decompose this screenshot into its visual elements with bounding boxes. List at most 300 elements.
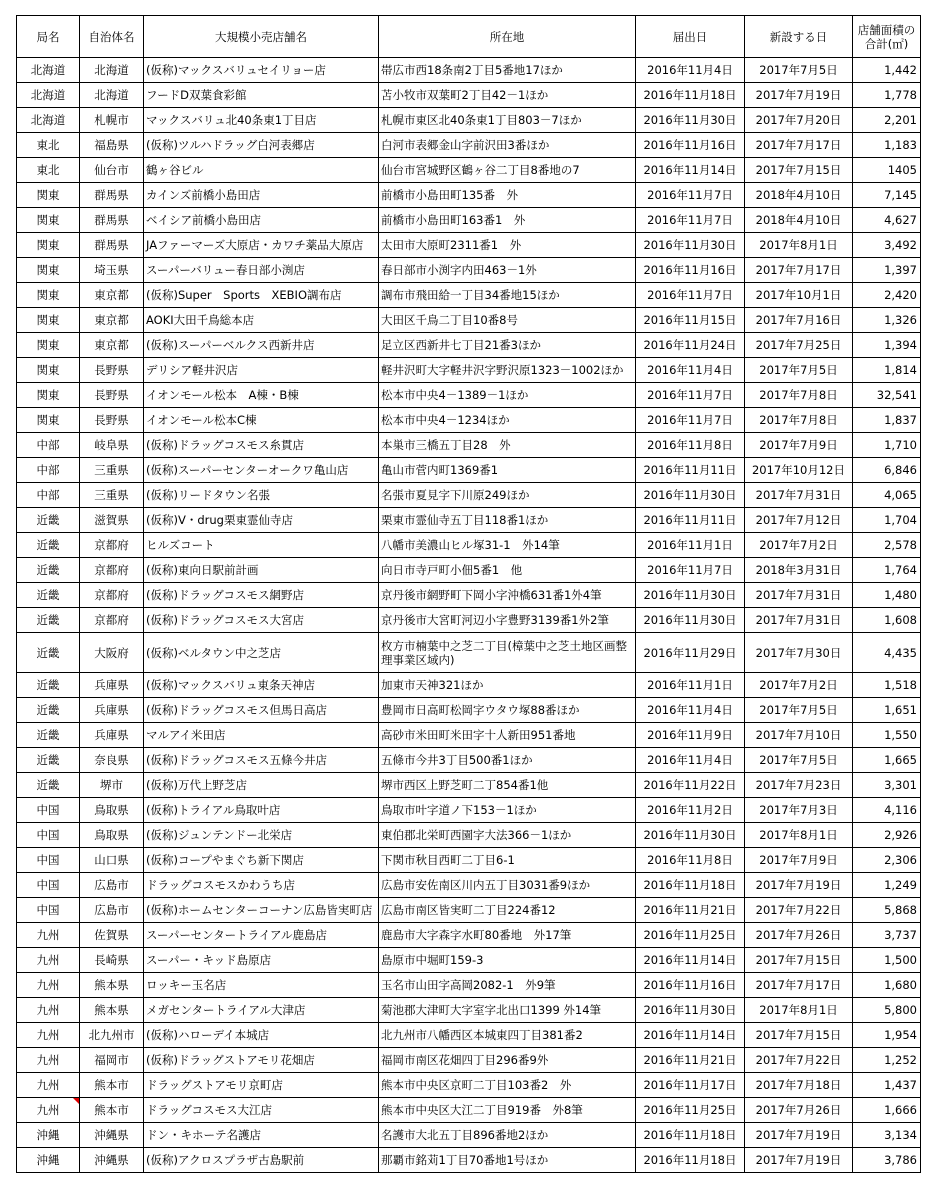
opening-date-text: 2017年7月17日 [755,138,842,152]
opening-date-cell [745,558,853,583]
bureau-cell [17,698,80,723]
municipality-text: 山口県 [94,853,129,867]
location-text: 足立区西新井七丁目21番3ほか [381,338,541,352]
opening-date-cell [745,748,853,773]
bureau-cell [17,258,80,283]
store-name-cell [144,508,379,533]
opening-date-cell [745,383,853,408]
municipality-cell [80,83,144,108]
store-name-text: マックスバリュ北40条東1丁目店 [146,113,317,127]
store-name-cell [144,948,379,973]
floor-area-text: 6,846 [884,463,917,477]
opening-date-cell [745,333,853,358]
table-row [17,748,921,773]
floor-area-text: 4,627 [884,213,917,227]
table-row [17,633,921,673]
municipality-text: 熊本県 [94,1003,129,1017]
bureau-cell [17,823,80,848]
opening-date-cell [745,973,853,998]
filing-date-cell [636,798,745,823]
floor-area-text: 2,926 [884,828,917,842]
store-name-text: (仮称)アクロスプラザ古島駅前 [146,1153,305,1167]
filing-date-cell [636,383,745,408]
floor-area-text: 1,608 [884,613,917,627]
store-name-cell [144,1073,379,1098]
location-cell [379,558,636,583]
municipality-text: 長野県 [94,388,129,402]
bureau-cell [17,673,80,698]
location-text: 白河市表郷金山字前沢田3番ほか [381,138,550,152]
table-row [17,998,921,1023]
location-text: 松本市中央4－1234ほか [381,413,510,427]
opening-date-text: 2017年7月19日 [755,878,842,892]
opening-date-cell [745,583,853,608]
store-name-cell [144,1123,379,1148]
bureau-cell [17,283,80,308]
store-name-text: (仮称)ドラッグコスモス大宮店 [146,613,305,627]
store-name-cell [144,108,379,133]
bureau-text: 関東 [36,263,60,277]
floor-area-cell [853,283,921,308]
floor-area-cell [853,1123,921,1148]
filing-date-text: 2016年11月4日 [647,753,733,767]
location-text: 本巣市三橋五丁目28 外 [381,438,511,452]
table-row [17,383,921,408]
opening-date-cell [745,1048,853,1073]
header-opening-date: 新設する日 [745,16,853,58]
opening-date-text: 2017年7月19日 [755,1153,842,1167]
bureau-cell [17,798,80,823]
filing-date-text: 2016年11月14日 [643,953,737,967]
opening-date-cell [745,698,853,723]
bureau-text: 中国 [36,853,60,867]
filing-date-text: 2016年11月7日 [647,288,733,302]
table-row [17,158,921,183]
store-name-cell [144,58,379,83]
location-cell [379,923,636,948]
store-name-cell [144,1048,379,1073]
municipality-text: 埼玉県 [94,263,129,277]
filing-date-text: 2016年11月21日 [643,903,737,917]
location-text: 豊岡市日高町松岡字ウタウ塚88番ほか [381,703,580,717]
table-row [17,848,921,873]
opening-date-text: 2017年7月30日 [755,645,842,660]
floor-area-text: 1405 [887,163,917,177]
location-text: 堺市西区上野芝町二丁854番1他 [381,778,549,792]
header-floor-area: 店舗面積の合計(㎡) [853,16,921,58]
filing-date-text: 2016年11月14日 [643,1028,737,1042]
location-cell [379,333,636,358]
location-cell [379,358,636,383]
store-name-cell [144,748,379,773]
location-cell [379,898,636,923]
municipality-cell [80,108,144,133]
municipality-cell [80,258,144,283]
location-cell [379,383,636,408]
floor-area-text: 1,252 [884,1053,917,1067]
bureau-cell [17,358,80,383]
bureau-text: 近畿 [36,703,60,717]
table-row [17,183,921,208]
municipality-cell [80,1048,144,1073]
store-name-cell [144,898,379,923]
location-text: 福岡市南区花畑四丁目296番9外 [381,1053,549,1067]
filing-date-cell [636,1023,745,1048]
opening-date-cell [745,358,853,383]
location-text: 下関市秋目西町二丁目6-1 [381,853,515,867]
municipality-cell [80,208,144,233]
store-name-text: ヒルズコート [146,538,215,552]
table-row [17,723,921,748]
bureau-text: 九州 [36,928,60,942]
bureau-text: 近畿 [36,538,60,552]
table-row [17,508,921,533]
floor-area-cell [853,873,921,898]
municipality-text: 堺市 [100,778,123,792]
store-name-text: JAファーマーズ大原店・カワチ薬品大原店 [146,238,364,252]
bureau-cell [17,773,80,798]
filing-date-cell [636,283,745,308]
store-name-text: (仮称)トライアル鳥取叶店 [146,803,281,817]
location-text: 向日市寺戸町小佃5番1 他 [381,563,523,577]
floor-area-text: 2,420 [884,288,917,302]
bureau-cell [17,1073,80,1098]
opening-date-cell [745,898,853,923]
filing-date-cell [636,1073,745,1098]
location-cell [379,158,636,183]
bureau-text: 九州 [36,1003,60,1017]
floor-area-text: 1,480 [884,588,917,602]
store-name-text: スーパー・キッド島原店 [146,953,272,967]
opening-date-text: 2017年7月9日 [759,438,838,452]
filing-date-text: 2016年11月30日 [643,828,737,842]
floor-area-cell [853,433,921,458]
store-name-text: ドラッグコスモス大江店 [146,1103,273,1117]
floor-area-cell [853,358,921,383]
location-cell [379,1073,636,1098]
municipality-cell [80,333,144,358]
location-text: 名張市夏見字下川原249ほか [381,488,530,502]
bureau-text: 関東 [36,238,60,252]
location-cell [379,823,636,848]
municipality-text: 北海道 [94,88,129,102]
comment-indicator-icon[interactable] [73,1098,79,1104]
table-row [17,583,921,608]
store-name-cell [144,183,379,208]
municipality-cell [80,998,144,1023]
floor-area-text: 1,394 [884,338,917,352]
table-row [17,558,921,583]
filing-date-text: 2016年11月25日 [643,928,737,942]
store-name-text: スーパーセンタートライアル鹿島店 [146,928,328,942]
bureau-text: 東北 [36,163,60,177]
filing-date-cell [636,358,745,383]
filing-date-text: 2016年11月30日 [643,113,737,127]
floor-area-text: 1,651 [884,703,917,717]
bureau-cell [17,1048,80,1073]
location-cell [379,583,636,608]
bureau-cell [17,58,80,83]
bureau-text: 関東 [36,288,60,302]
store-name-cell [144,1148,379,1173]
table-row [17,233,921,258]
filing-date-cell [636,308,745,333]
opening-date-cell [745,158,853,183]
bureau-cell [17,1123,80,1148]
table-row [17,408,921,433]
municipality-cell [80,133,144,158]
store-name-cell [144,583,379,608]
municipality-cell [80,898,144,923]
filing-date-text: 2016年11月18日 [643,1153,737,1167]
opening-date-text: 2017年7月5日 [759,363,838,377]
filing-date-cell [636,848,745,873]
location-cell [379,483,636,508]
floor-area-cell [853,948,921,973]
bureau-text: 近畿 [36,753,60,767]
table-row [17,308,921,333]
location-cell [379,183,636,208]
municipality-text: 沖縄県 [94,1128,129,1142]
bureau-text: 九州 [36,953,60,967]
filing-date-text: 2016年11月7日 [647,413,733,427]
location-text: 五條市今井3丁目500番1ほか [381,753,533,767]
floor-area-text: 3,786 [884,1153,917,1167]
filing-date-cell [636,998,745,1023]
municipality-cell [80,308,144,333]
store-name-cell [144,158,379,183]
floor-area-text: 1,778 [884,88,917,102]
floor-area-text: 1,500 [884,953,917,967]
bureau-text: 北海道 [30,63,66,77]
location-text: 帯広市西18条南2丁目5番地17ほか [381,63,563,77]
opening-date-text: 2017年7月12日 [755,513,842,527]
floor-area-text: 1,326 [884,313,917,327]
floor-area-text: 1,183 [884,138,917,152]
store-name-cell [144,823,379,848]
table-row [17,1023,921,1048]
floor-area-cell [853,383,921,408]
store-name-text: (仮称)ベルタウン中之芝店 [146,645,282,660]
bureau-text: 近畿 [36,645,60,660]
store-name-cell [144,558,379,583]
municipality-text: 京都府 [94,588,129,602]
store-name-text: (仮称)マックスバリュセイリョー店 [146,63,326,77]
table-row [17,333,921,358]
bureau-text: 近畿 [36,563,60,577]
store-name-cell [144,358,379,383]
table-row [17,1123,921,1148]
filing-date-text: 2016年11月30日 [643,488,737,502]
bureau-cell [17,848,80,873]
location-text: 大田区千鳥二丁目10番8号 [381,313,518,327]
location-cell [379,408,636,433]
bureau-cell [17,998,80,1023]
bureau-text: 沖縄 [36,1153,60,1167]
floor-area-cell [853,483,921,508]
opening-date-text: 2017年7月20日 [755,113,842,127]
municipality-cell [80,533,144,558]
floor-area-cell [853,558,921,583]
table-row [17,258,921,283]
filing-date-text: 2016年11月24日 [643,338,737,352]
floor-area-cell [853,848,921,873]
filing-date-text: 2016年11月18日 [643,878,737,892]
filing-date-text: 2016年11月4日 [647,363,733,377]
location-text: 仙台市宮城野区鶴ヶ谷二丁目8番地の7 [381,163,580,177]
bureau-text: 北海道 [30,88,66,102]
municipality-cell [80,233,144,258]
municipality-cell [80,158,144,183]
location-text: 島原市中堀町159-3 [381,953,484,967]
location-text: 亀山市菅内町1369番1 [381,463,499,477]
filing-date-cell [636,973,745,998]
municipality-text: 三重県 [94,488,129,502]
filing-date-cell [636,558,745,583]
opening-date-cell [745,823,853,848]
opening-date-cell [745,948,853,973]
filing-date-cell [636,1148,745,1173]
location-text: 枚方市楠葉中之芝二丁目(樟葉中之芝土地区画整理事業区域内) [381,638,627,667]
location-cell [379,633,636,673]
store-name-cell [144,848,379,873]
municipality-cell [80,358,144,383]
store-name-cell [144,458,379,483]
table-row [17,283,921,308]
location-cell [379,798,636,823]
municipality-cell [80,1098,144,1123]
floor-area-cell [853,1098,921,1123]
location-text: 京丹後市網野町下岡小字沖橋631番1外4筆 [381,588,602,602]
opening-date-text: 2017年7月16日 [755,313,842,327]
store-name-text: (仮称)リードタウン名張 [146,488,270,502]
opening-date-cell [745,723,853,748]
bureau-text: 九州 [36,1103,60,1117]
floor-area-text: 5,868 [884,903,917,917]
store-name-text: ベイシア前橋小島田店 [146,213,261,227]
floor-area-cell [853,58,921,83]
floor-area-cell [853,798,921,823]
floor-area-text: 1,764 [884,563,917,577]
municipality-cell [80,973,144,998]
table-row [17,1148,921,1173]
bureau-text: 沖縄 [36,1128,60,1142]
floor-area-text: 1,397 [884,263,917,277]
floor-area-cell [853,408,921,433]
store-name-text: ロッキー玉名店 [146,978,227,992]
store-name-cell [144,1098,379,1123]
municipality-text: 群馬県 [94,188,129,202]
location-text: 東伯郡北栄町西園字大法366－1ほか [381,828,572,842]
municipality-cell [80,283,144,308]
opening-date-cell [745,998,853,1023]
table-row [17,673,921,698]
store-name-cell [144,483,379,508]
opening-date-cell [745,508,853,533]
bureau-cell [17,308,80,333]
location-cell [379,1148,636,1173]
municipality-cell [80,383,144,408]
table-row [17,1098,921,1123]
store-name-text: (仮称)ドラッグコスモス但馬日高店 [146,703,328,717]
location-text: 那覇市銘苅1丁目70番地1号ほか [381,1153,549,1167]
opening-date-text: 2018年3月31日 [755,563,842,577]
floor-area-cell [853,583,921,608]
location-text: 札幌市東区北40条東1丁目803－7ほか [381,113,582,127]
filing-date-text: 2016年11月30日 [643,1003,737,1017]
filing-date-text: 2016年11月7日 [647,563,733,577]
filing-date-text: 2016年11月25日 [643,1103,737,1117]
store-name-cell [144,608,379,633]
opening-date-text: 2017年7月17日 [755,263,842,277]
bureau-text: 関東 [36,188,60,202]
opening-date-cell [745,183,853,208]
filing-date-cell [636,58,745,83]
municipality-cell [80,633,144,673]
bureau-text: 中国 [36,803,60,817]
bureau-text: 九州 [36,1028,60,1042]
opening-date-cell [745,608,853,633]
floor-area-cell [853,108,921,133]
table-row [17,873,921,898]
floor-area-text: 1,442 [884,63,917,77]
store-name-cell [144,408,379,433]
opening-date-text: 2017年8月1日 [759,1003,838,1017]
floor-area-text: 4,065 [884,488,917,502]
location-cell [379,873,636,898]
location-cell [379,308,636,333]
municipality-text: 東京都 [94,288,129,302]
opening-date-text: 2017年7月22日 [755,903,842,917]
municipality-text: 鳥取県 [94,803,129,817]
opening-date-text: 2017年7月15日 [755,163,842,177]
municipality-text: 仙台市 [94,163,129,177]
location-text: 前橋市小島田町163番1 外 [381,213,526,227]
store-name-cell [144,773,379,798]
municipality-cell [80,698,144,723]
store-name-cell [144,673,379,698]
header-filing-date: 届出日 [636,16,745,58]
floor-area-text: 3,301 [884,778,917,792]
opening-date-cell [745,408,853,433]
municipality-cell [80,508,144,533]
table-row [17,898,921,923]
table-row [17,458,921,483]
municipality-text: 三重県 [94,463,129,477]
municipality-text: 兵庫県 [94,678,129,692]
floor-area-text: 5,800 [884,1003,917,1017]
opening-date-text: 2017年7月31日 [755,488,842,502]
opening-date-text: 2017年7月31日 [755,588,842,602]
store-name-cell [144,923,379,948]
municipality-cell [80,1148,144,1173]
bureau-cell [17,158,80,183]
municipality-text: 熊本市 [94,1103,129,1117]
store-name-text: スーパーバリュー春日部小渕店 [146,263,305,277]
bureau-text: 中部 [36,488,60,502]
floor-area-text: 4,116 [884,803,917,817]
municipality-cell [80,58,144,83]
floor-area-cell [853,748,921,773]
municipality-text: 京都府 [94,563,129,577]
filing-date-cell [636,608,745,633]
location-text: 軽井沢町大字軽井沢字野沢原1323－1002ほか [381,363,624,377]
bureau-text: 近畿 [36,588,60,602]
filing-date-cell [636,823,745,848]
opening-date-text: 2017年7月2日 [759,678,838,692]
opening-date-cell [745,208,853,233]
store-name-text: (仮称)コープやまぐち新下関店 [146,853,304,867]
